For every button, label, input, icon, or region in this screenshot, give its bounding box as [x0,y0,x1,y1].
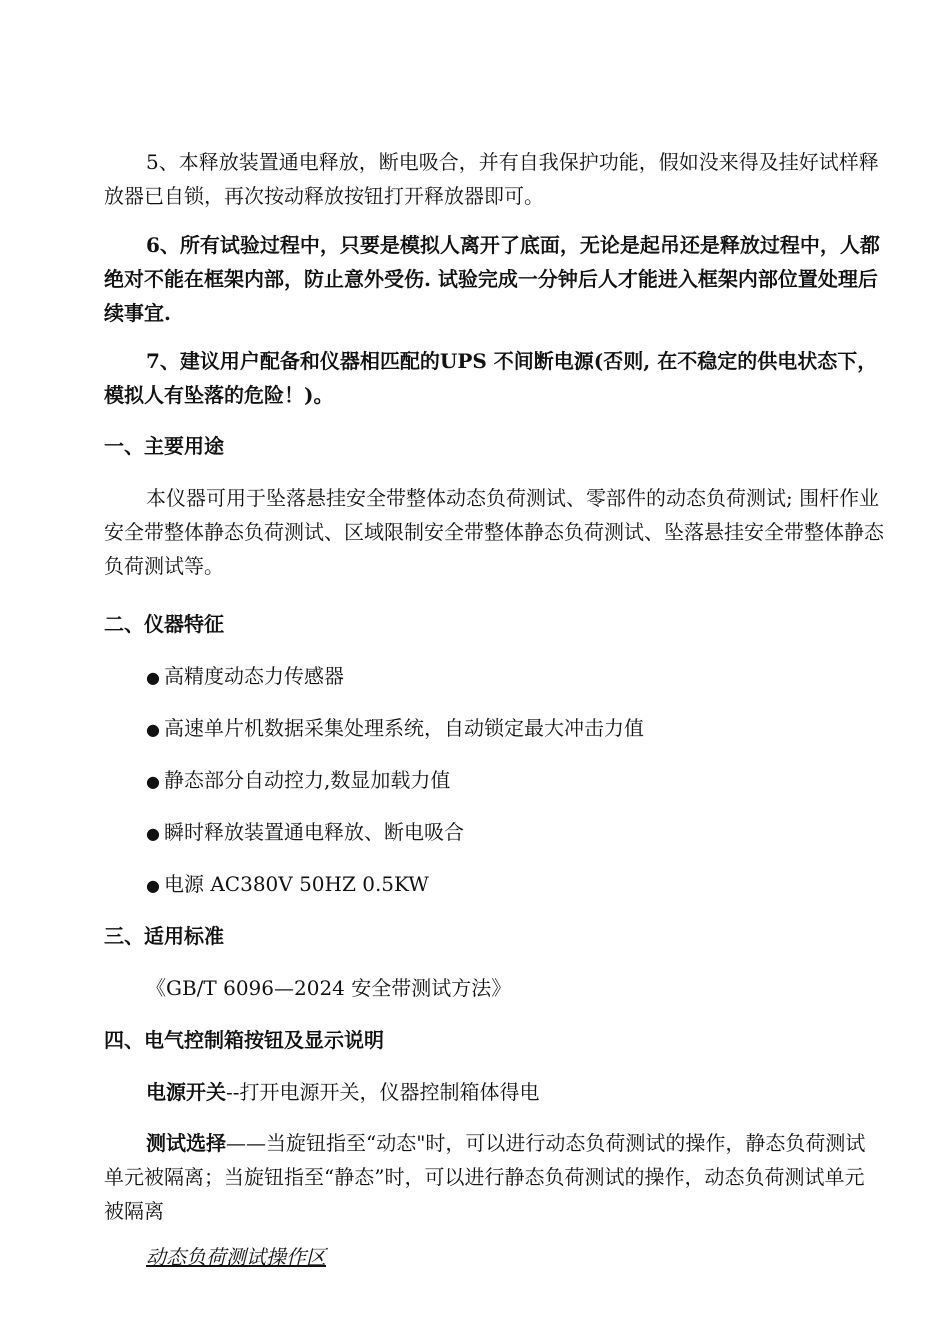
section-heading-controls: 四、电气控制箱按钮及显示说明 [104,1028,384,1052]
power-switch-description [146,1075,540,1109]
bullet-dot-icon: ● [146,772,160,791]
bullet-dot-icon: ● [146,668,160,687]
bullet-dot-icon: ● [146,824,160,843]
paragraph-item-7: 7、建议用户配备和仪器相匹配的UPS 不间断电源(否则, 在不稳定的供电状态下，模拟人有坠落的危险！)。 [104,349,878,407]
bullet-dot-icon: ● [146,720,160,739]
section-heading-usage: 一、主要用途 [104,434,224,458]
dynamic-test-area-heading: 动态负荷测试操作区 [146,1245,326,1269]
standard-reference: 《GB/T 6096—2024 安全带测试方法》 [146,976,512,1000]
test-selection-text: ——当旋钮指至“动态"时，可以进行动态负荷测试的操作，静态负荷测试单元被隔离；当旋钮指至“静态”时，可以进行静态负荷测试的操作，动态负荷测试单元被隔离 [104,1131,866,1223]
paragraph-item-6: 6、所有试验过程中，只要是模拟人离开了底面，无论是起吊还是释放过程中，人都绝对不能在框架内部，防止意外受伤. 试验完成一分钟后人才能进入框架内部位置处理后续事宜. [104,233,880,325]
section-heading-features: 二、仪器特征 [104,612,224,636]
feature-bullet: ● 高速单片机数据采集处理系统，自动锁定最大冲击力值 [146,711,644,747]
feature-bullet: ● 高精度动态力传感器 [146,659,344,695]
test-selection-label: 测试选择 [146,1131,226,1155]
feature-bullet: ● 瞬时释放装置通电释放、断电吸合 [146,815,464,851]
feature-bullet: ● 静态部分自动控力,数显加载力值 [146,763,450,799]
usage-paragraph: 本仪器可用于坠落悬挂安全带整体动态负荷测试、零部件的动态负荷测试; 围杆作业安全带整体静态负荷测试、区域限制安全带整体静态负荷测试、坠落悬挂安全带整体静态负荷测试等。 [104,486,884,578]
test-selection-description [104,1126,884,1228]
section-heading-standards: 三、适用标准 [104,924,224,948]
power-switch-label: 电源开关 [146,1080,226,1104]
paragraph-item-5: 5、本释放装置通电释放，断电吸合，并有自我保护功能，假如没来得及挂好试样释放器已自锁，再次按动释放按钮打开释放器即可。 [104,150,879,208]
feature-bullet: ● 电源 AC380V 50HZ 0.5KW [146,867,429,903]
bullet-dot-icon: ● [146,876,160,895]
power-switch-text: --打开电源开关，仪器控制箱体得电 [226,1080,540,1104]
